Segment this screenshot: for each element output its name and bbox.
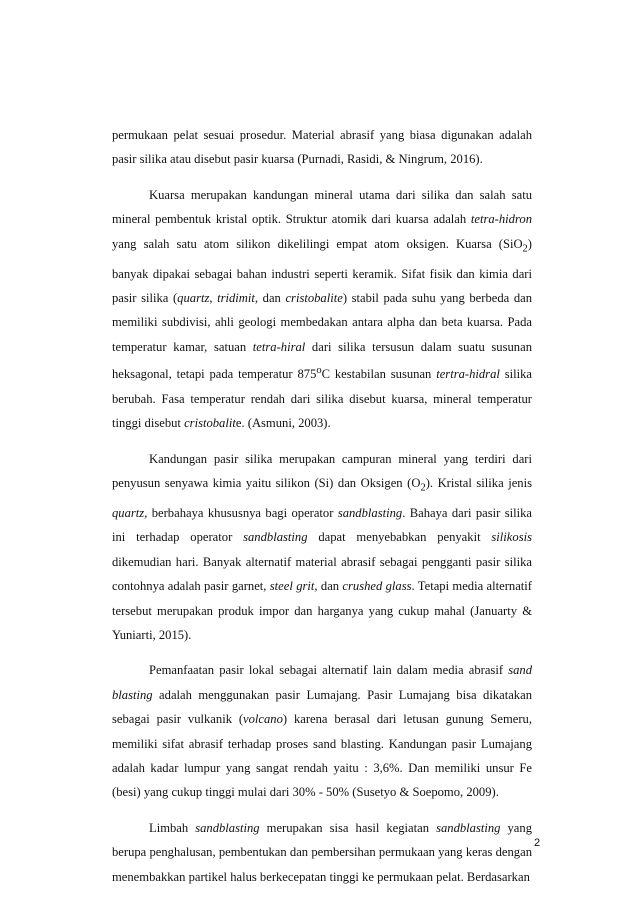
subscript: 2 xyxy=(522,243,528,255)
text-run: ) karena berasal dari letusan gunung Semeru, memiliki sifat abrasif terhadap proses sand blasting. Kandungan pasir Lumajang adalah kadar lumpur yang sangat rendah yaitu : 3,6%. Dan memiliki unsur Fe (besi) yang cukup tinggi mulai dari 30% - 50% (Susetyo & Soepomo, 2009). xyxy=(112,712,532,800)
text-run: Kandungan pasir silika merupakan campuran mineral yang terdiri dari penyusun senyawa kimia yaitu silikon (Si) dan Oksigen (O xyxy=(112,451,532,490)
italic-term: sandblasting xyxy=(243,530,308,545)
text-run: adalah menggunakan pasir Lumajang. Pasir Lumajang bisa dikatakan sebagai pasir vulkanik ( xyxy=(112,687,532,727)
italic-term: sandblasting xyxy=(195,820,260,835)
italic-term: cristobalite xyxy=(285,290,343,305)
italic-term: steel grit xyxy=(269,579,315,594)
text-run: yang salah satu atom silikon dikelilingi empat atom oksigen. Kuarsa (SiO xyxy=(112,236,523,251)
text-run: Pemanfaatan pasir lokal sebagai alternatif lain dalam media abrasif xyxy=(149,663,509,678)
superscript: o xyxy=(316,365,322,377)
italic-term: crushed glass xyxy=(342,579,412,594)
italic-term: tertra-hidral xyxy=(436,367,500,382)
text-run: . Bahaya dari pasir silika ini terhadap operator xyxy=(112,505,532,545)
text-run: , dan xyxy=(314,579,343,594)
text-run: yang berupa penghalusan, pembentukan dan pembersihan permukaan yang keras dengan menembakkan partikel halus berkecepatan tinggi ke permukaan pelat. Berdasarkan xyxy=(112,820,532,884)
text-run: merupakan sisa hasil kegiatan xyxy=(259,820,437,835)
text-run: , dan xyxy=(254,290,286,305)
text-run: permukaan pelat sesuai prosedur. Material abrasif yang biasa digunakan adalah pasir silika atau disebut pasir kuarsa (Purnadi, Rasidi, & Ningrum, 2016). xyxy=(112,128,532,167)
paragraph-4 xyxy=(112,658,532,804)
page-number: 2 xyxy=(534,837,541,849)
italic-term: tetra-hiral xyxy=(252,339,306,354)
text-run: dikemudian hari. Banyak alternatif material abrasif sebagai pengganti pasir silika contohnya adalah pasir garnet, xyxy=(112,554,532,594)
italic-term: sand blasting xyxy=(112,663,532,702)
text-run: ) banyak dipakai sebagai bahan industri seperti keramik. Sifat fisik dan kimia dari pasir silika ( xyxy=(112,236,532,305)
italic-term: quartz, xyxy=(112,505,148,520)
text-run: Limbah xyxy=(149,820,196,835)
text-run: dari silika tersusun dalam suatu susunan heksagonal, tetapi pada temperatur 875 xyxy=(112,339,532,382)
text-run: . Tetapi media alternatif tersebut merupakan produk impor dan harganya yang cukup mahal (Januarty & Yuniarti, 2015). xyxy=(112,579,532,642)
text-run: ) stabil pada suhu yang berbeda dan memiliki subdivisi, ahli geologi membedakan antara alpha dan beta kuarsa. Pada temperatur kamar, satuan xyxy=(112,290,532,354)
paragraph-3 xyxy=(112,447,532,648)
paragraph-1 xyxy=(112,123,532,172)
paragraph-5 xyxy=(112,816,532,889)
text-run: silika berubah. Fasa temperatur rendah dari silika disebut kuarsa, mineral temperatur tinggi disebut xyxy=(112,367,533,431)
paragraph-2 xyxy=(112,183,532,436)
text-run: ). Kristal silika jenis xyxy=(425,475,532,490)
text-run: dapat menyebabkan penyakit xyxy=(307,530,492,545)
text-run: Kuarsa merupakan kandungan mineral utama dari silika dan salah satu mineral pembentuk kristal optik. Struktur atomik dari kuarsa adalah xyxy=(112,187,532,227)
italic-term: silikosis xyxy=(491,530,532,545)
text-run: e. (Asmuni, 2003). xyxy=(235,416,331,431)
italic-term: tetra-hidron xyxy=(470,212,532,227)
subscript: 2 xyxy=(420,482,426,494)
italic-term: volcano xyxy=(243,712,283,727)
text-run: C kestabilan susunan xyxy=(321,367,437,382)
italic-term: cristobalit xyxy=(184,416,236,431)
body-text xyxy=(112,123,532,889)
italic-term: sandblasting xyxy=(337,505,403,520)
text-run: berbahaya khususnya bagi operator xyxy=(147,505,338,520)
italic-term: sandblasting xyxy=(436,820,501,835)
italic-term: quartz, tridimit xyxy=(177,290,255,305)
